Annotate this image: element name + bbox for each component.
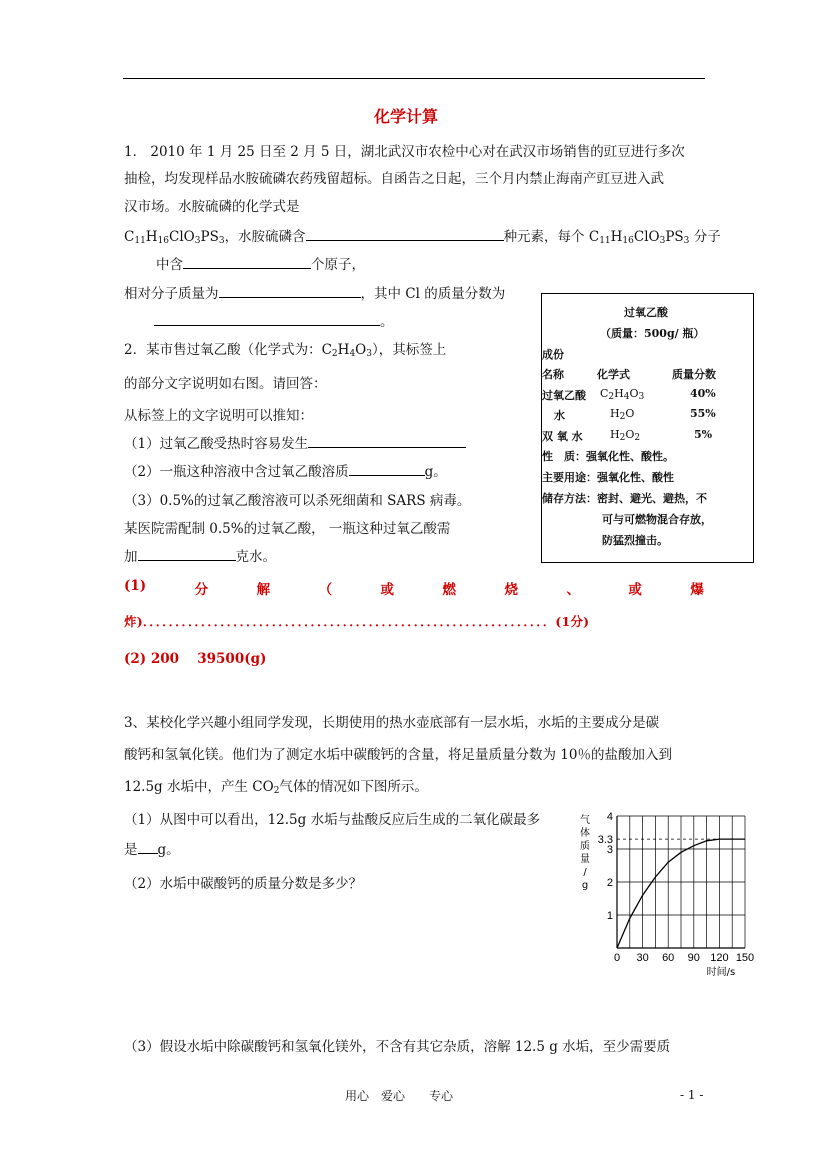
answer-char: 或 — [628, 582, 642, 598]
page-number: - 1 - — [680, 1088, 704, 1102]
q1-line6: 相对分子质量为 ，其中 Cl 的质量分数为 — [124, 282, 505, 302]
label-mass: （质量：500g/ 瓶） — [600, 327, 705, 340]
co2-chart — [575, 805, 755, 980]
header-rule — [123, 78, 705, 79]
label-header-formula: 化学式 — [597, 368, 630, 381]
footer-motto: 用心 爱心 专心 — [345, 1089, 454, 1103]
y-tick-label: 1 — [606, 910, 613, 922]
label-row1-formula: $C_2H_4O_3$ — [600, 387, 645, 402]
q3-line3: 12.5g 水垢中，产生 $CO_2$气体的情况如下图所示。 — [124, 779, 428, 796]
y-tick-label: 4 — [606, 811, 613, 823]
q3-item2: （2）水垢中碳酸钙的质量分数是多少？ — [124, 876, 363, 892]
q2-item2: （2）一瓶这种溶液中含过氧乙酸溶质 g。 — [124, 460, 447, 480]
label-name: 过氧乙酸 — [624, 306, 668, 319]
x-tick-label: 60 — [662, 952, 675, 964]
x-tick-label: 120 — [710, 952, 729, 964]
answer-char: 分 — [194, 582, 209, 598]
q3-item3: （3）假设水垢中除碳酸钙和氢氧化镁外，不含有其它杂质，溶解 12.5 g 水垢，至少需要质 — [124, 1039, 671, 1055]
q2-line7: 某医院需配制 0.5%的过氧乙酸， 一瓶这种过氧乙酸需 — [124, 521, 451, 537]
q1-line5: 中含 个原子， — [156, 253, 365, 273]
answer-char: (1) — [124, 578, 147, 594]
q3-line2: 酸钙和氢氧化镁。他们为了测定水垢中碳酸钙的含量，将足量质量分数为 10％的盐酸加入到 — [124, 747, 672, 763]
label-row2-fraction: 55% — [690, 407, 716, 420]
label-row3-fraction: 5% — [694, 428, 713, 441]
q2-line8: 加 克水。 — [124, 545, 276, 565]
label-storage-1: 储存方法：密封、避光、避热，不 — [542, 492, 707, 505]
product-label — [541, 293, 754, 563]
y-tick-label: 2 — [606, 877, 613, 889]
q1-line1: 1． 2010 年 1 月 25 日至 2 月 5 日，湖北武汉市农检中心对在武汉市场销售的豇豆进行多次 — [124, 144, 685, 160]
label-row1-fraction: 40% — [690, 387, 716, 400]
q1-line7: 。 — [154, 310, 394, 330]
label-row3-formula: $H_2O_2$ — [610, 428, 641, 443]
answer-char: （ — [318, 582, 333, 598]
y-axis-label-char: 气 — [580, 815, 590, 826]
q2-line3: 从标签上的文字说明可以推知： — [124, 408, 313, 424]
q2-item1: （1）过氧乙酸受热时容易发生 — [124, 432, 466, 452]
label-header-fraction: 质量分数 — [672, 368, 716, 381]
q1-line4: $C_{11}H_{16}ClO_3PS_3$，水胺硫磷含 种元素，每个 $C_{11}H_{16}ClO_3PS_3$ 分子 — [124, 225, 721, 246]
x-tick-label: 150 — [735, 952, 755, 964]
page-title: 化学计算 — [374, 107, 439, 126]
q1-line2: 抽检，均发现样品水胺硫磷农药残留超标。自函告之日起，三个月内禁止海南产豇豆进入武 — [124, 171, 664, 187]
x-tick-label: 30 — [636, 952, 649, 964]
label-composition: 成份 — [542, 348, 564, 361]
q2-item3: （3）0.5%的过氧乙酸溶液可以杀死细菌和 SARS 病毒。 — [124, 493, 471, 509]
x-tick-label: 90 — [687, 952, 700, 964]
label-storage-2: 可与可燃物混合存放， — [602, 513, 712, 526]
answer-char: 解 — [256, 582, 271, 598]
y-axis-label-char: 体 — [580, 828, 590, 839]
q3-line1: 3、某校化学兴趣小组同学发现，长期使用的热水壶底部有一层水垢，水垢的主要成分是碳 — [124, 715, 660, 731]
y-tick-label: 3.3 — [597, 834, 613, 847]
label-row2-name: 水 — [554, 409, 565, 422]
answer-line3: (2) 200 39500(g) — [124, 651, 267, 667]
y-axis-label-char: / — [583, 867, 587, 878]
label-row1-name: 过氧乙酸 — [542, 389, 586, 402]
answer-char: 、 — [566, 582, 580, 598]
q3-item1a: （1）从图中可以看出，12.5g 水垢与盐酸反应后生成的二氧化碳最多 — [124, 812, 541, 828]
y-axis-label-char: g — [581, 880, 589, 891]
label-header-name: 名称 — [542, 368, 564, 381]
x-tick-label: 0 — [613, 952, 621, 964]
q3-item1b: 是 g。 — [124, 838, 180, 858]
label-property: 性 质：强氧化性、酸性。 — [542, 450, 674, 463]
x-axis-label: 时间/s — [706, 967, 736, 978]
answer-line1 — [124, 578, 704, 598]
chart-svg — [575, 805, 755, 980]
q2-line2: 的部分文字说明如右图。请回答： — [124, 376, 327, 392]
answer-char: 或 — [380, 582, 395, 598]
y-axis-label-char: 质 — [580, 841, 590, 852]
y-axis-label-char: 量 — [580, 854, 590, 865]
y-tick-label: 3 — [606, 844, 613, 856]
label-storage-3: 防猛烈撞击。 — [602, 534, 668, 547]
answer-char: 爆 — [690, 582, 704, 598]
answer-char: 烧 — [504, 582, 518, 598]
answer-line2: 炸)．．．．．．．．．．．．．．．．．．．．．．．．．．．．．．．．．．．．．．．．．．．．．．．．．．．．．．．．．．．．．．．(1分) — [124, 614, 590, 629]
label-row2-formula: $H_2O$ — [610, 407, 635, 422]
label-row3-name: 双 氧 水 — [542, 430, 583, 443]
answer-char: 燃 — [442, 582, 457, 598]
label-usage: 主要用途：强氧化性、酸性 — [542, 471, 674, 484]
q2-line1: 2．某市售过氧乙酸（化学式为：$C_2H_4O_3$），其标签上 — [124, 342, 447, 359]
q1-line3: 汉市场。水胺硫磷的化学式是 — [124, 199, 300, 215]
